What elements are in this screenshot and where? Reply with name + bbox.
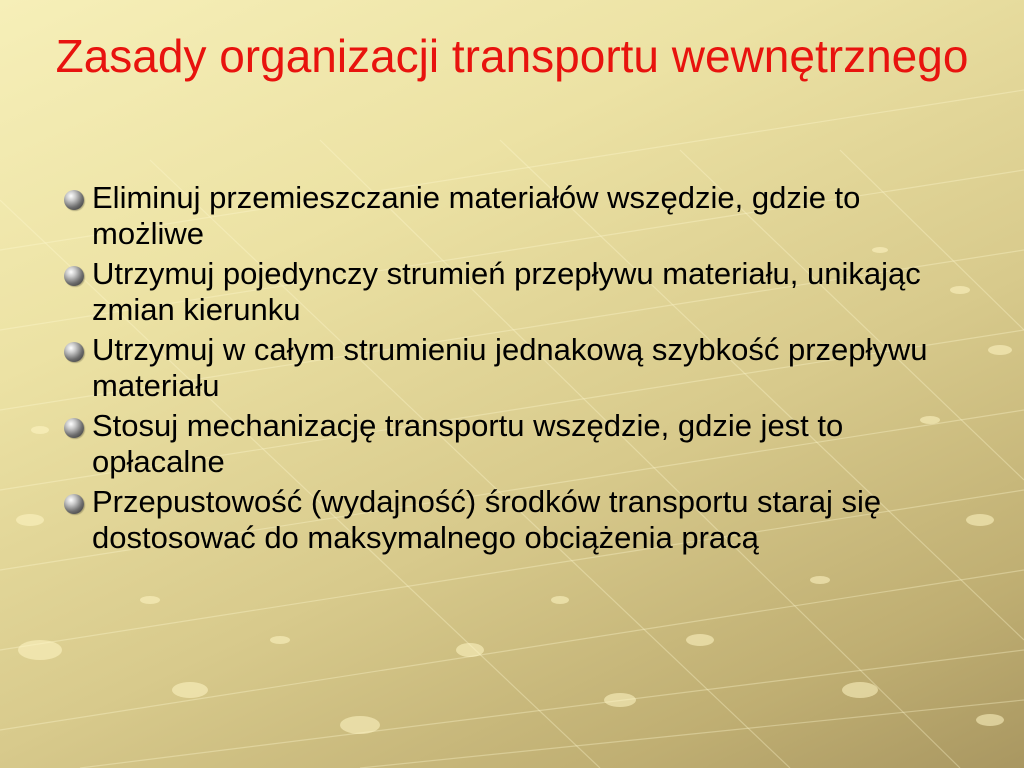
sphere-bullet-icon (64, 190, 84, 210)
bullet-text: Utrzymuj pojedynczy strumień przepływu materiału, unikając zmian kierunku (92, 256, 921, 327)
bullet-list (64, 180, 964, 560)
sphere-bullet-icon (64, 342, 84, 362)
list-item (64, 332, 964, 404)
bullet-text: Utrzymuj w całym strumieniu jednakową szybkość przepływu materiału (92, 332, 928, 403)
sphere-bullet-icon (64, 266, 84, 286)
sphere-bullet-icon (64, 418, 84, 438)
bullet-text: Eliminuj przemieszczanie materiałów wszędzie, gdzie to możliwe (92, 180, 861, 251)
list-item (64, 484, 964, 556)
bullet-text: Przepustowość (wydajność) środków transportu staraj się dostosować do maksymalnego obciążenia pracą (92, 484, 882, 555)
list-item (64, 256, 964, 328)
list-item (64, 180, 964, 252)
bullet-text: Stosuj mechanizację transportu wszędzie, gdzie jest to opłacalne (92, 408, 844, 479)
sphere-bullet-icon (64, 494, 84, 514)
slide-title: Zasady organizacji transportu wewnętrznego (55, 30, 969, 82)
list-item (64, 408, 964, 480)
